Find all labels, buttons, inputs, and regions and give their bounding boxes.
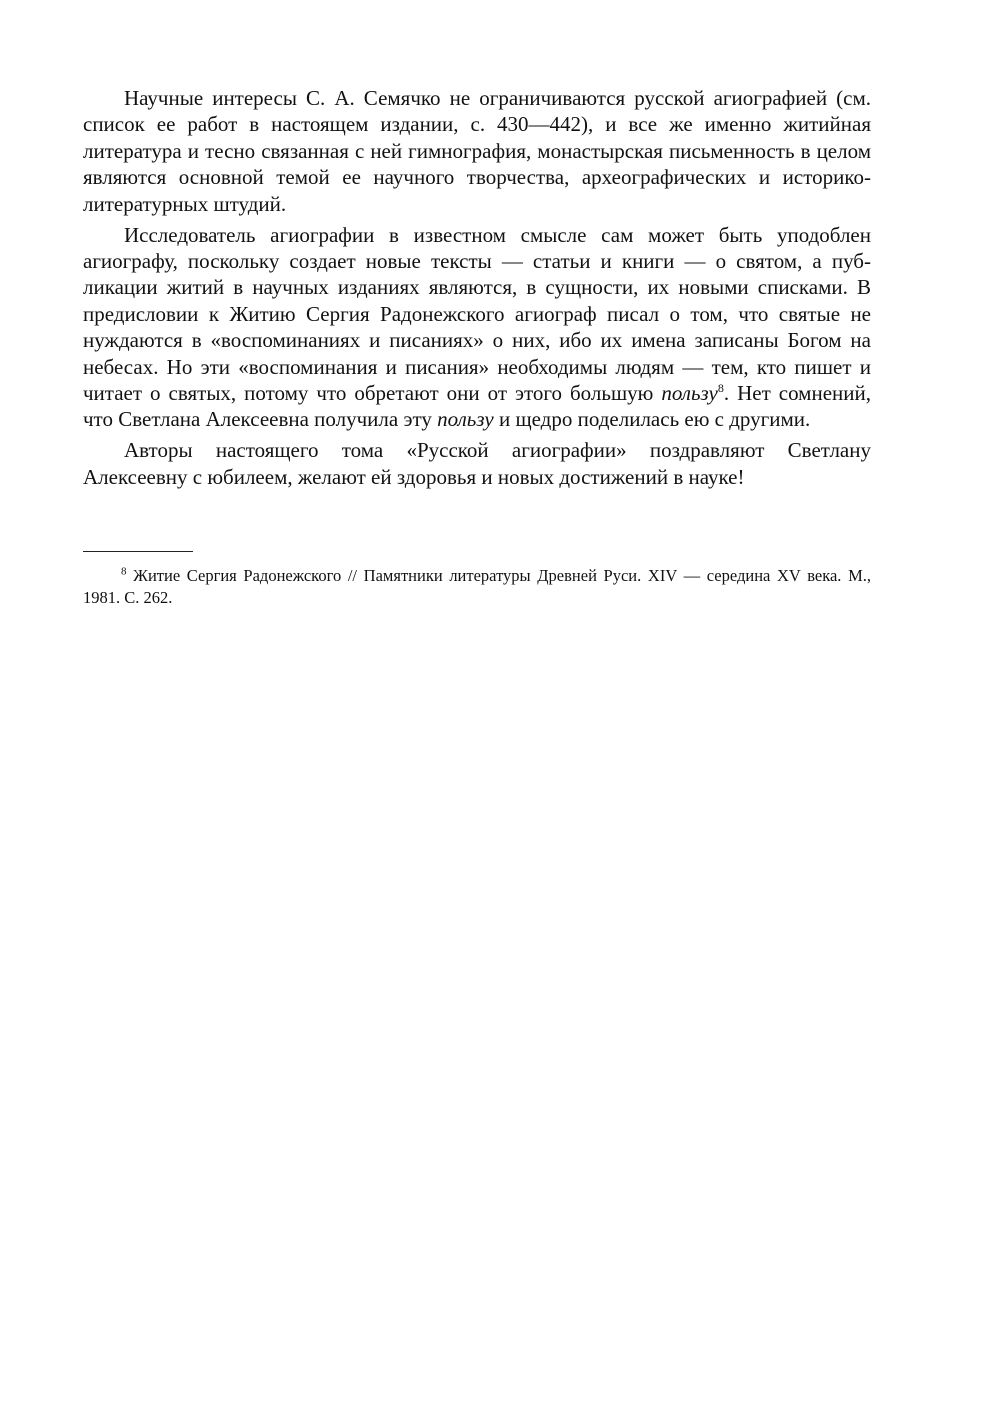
footnote-divider xyxy=(83,551,193,552)
paragraph xyxy=(83,85,871,217)
text-run: Научные интересы С. А. Семячко не ограничиваются русской агиографией (см. список ее работ в настоящем издании, с. 430—442), и все же именно житийная литература и тесно связанная с ней гимнография, монастырская письменность в целом являются основной темой ее научного творчества, археографических и историко-литературных штудий. xyxy=(83,86,871,216)
text-run: Исследователь агиографии в известном смысле сам может быть уподоблен агиографу, поскольку создает новые тексты — статьи и книги — о святом, а публикации житий в научных изданиях являются, в сущности, их новыми списками. В предисловии к Житию Сергия Радонежского агиограф писал о том, что святые не нуждаются в «воспоминаниях и писаниях» о них, ибо их имена записаны Богом на небесах. Но эти «воспоминания и писания» необходимы людям — тем, кто пишет и читает о святых, потому что обретают они от этого большую xyxy=(83,222,871,405)
paragraph xyxy=(83,222,871,433)
text-run: Авторы настоящего тома «Русской агиографии» поздравляют Светлану Алексеевну с юбилеем, желают ей здоровья и новых достижений в науке! xyxy=(83,438,871,489)
footnote-reference: 8 xyxy=(717,380,724,395)
text-run: и щедро поделилась ею с другими. xyxy=(493,407,811,432)
body-text xyxy=(83,85,871,490)
footnote-number: 8 xyxy=(121,565,127,578)
italic-term: пользу xyxy=(437,407,494,432)
italic-term: пользу xyxy=(661,380,718,405)
paragraph xyxy=(83,437,871,490)
footnote-text: Житие Сергия Радонежского // Памятники литературы Древней Руси. XIV — середина XV века. М., 1981. С. 262. xyxy=(83,566,872,607)
text-run: . Нет сомнений, что Светлана Алексеевна получила эту xyxy=(83,380,871,432)
footnote xyxy=(83,565,871,608)
